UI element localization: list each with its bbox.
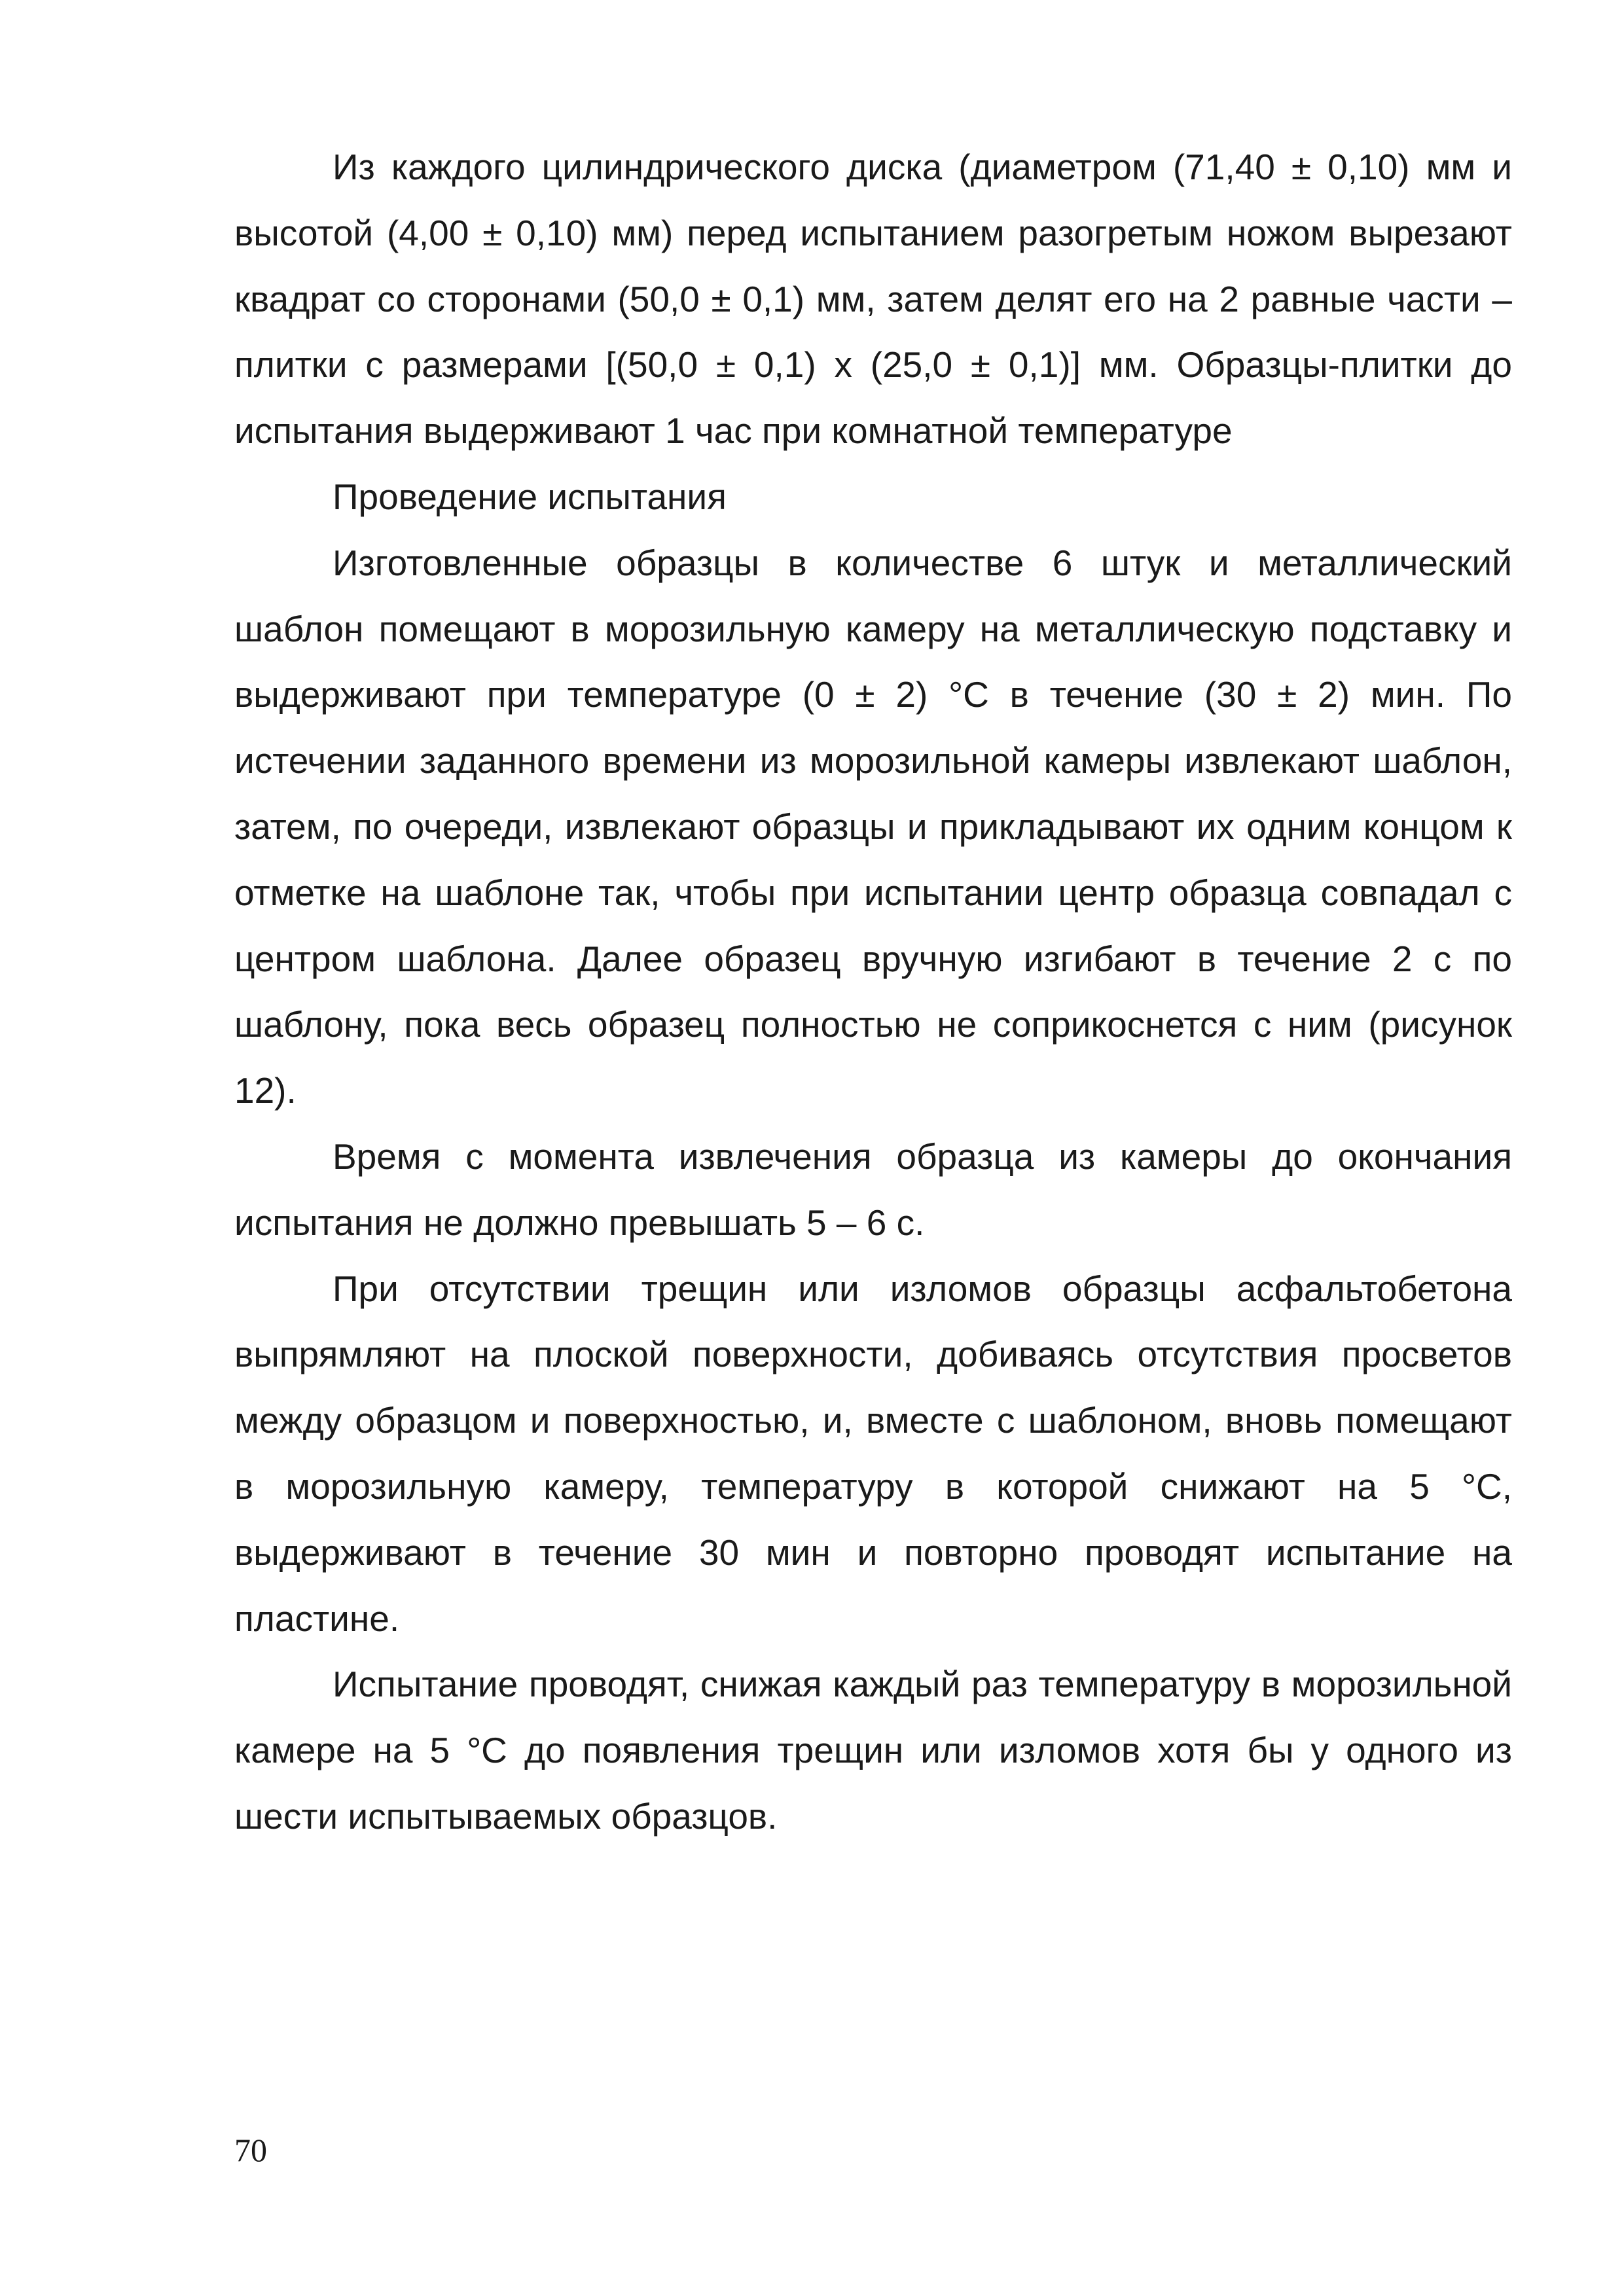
paragraph-test-end-condition: Испытание проводят, снижая каждый раз температуру в морозильной камере на 5 °С до появления трещин или изломов хотя бы у одного из шести испытываемых образцов. — [234, 1664, 1512, 1837]
paragraph-time-limit: Время с момента извлечения образца из камеры до окончания испытания не должно превышать 5 – 6 с. — [234, 1136, 1512, 1243]
paragraph-test-procedure: Изготовленные образцы в количестве 6 штук и металлический шаблон помещают в морозильную камеру на металлическую подставку и выдерживают при температуре (0 ± 2) °С в течение (30 ± 2) мин. По истечении заданного времени из морозильной камеры извлекают шаблон, затем, по очереди, извлекают образцы и прикладывают их одним концом к отметке на шаблоне так, чтобы при испытании центр образца совпадал с центром шаблона. Далее образец вручную изгибают в течение 2 с по шаблону, пока весь образец полностью не соприкоснется с ним (рисунок 12). — [234, 542, 1512, 1111]
section-heading-test-procedure: Проведение испытания — [333, 476, 727, 517]
page-number: 70 — [234, 2132, 267, 2168]
paragraph-specimen-preparation: Из каждого цилиндрического диска (диаметром (71,40 ± 0,10) мм и высотой (4,00 ± 0,10) мм) перед испытанием разогретым ножом вырезают квадрат со сторонами (50,0 ± 0,1) мм, затем делят его на 2 равные части – плитки с размерами [(50,0 ± 0,1) х (25,0 ± 0,1)] мм. Образцы-плитки до испытания выдерживают 1 час при комнатной температуре — [234, 147, 1512, 452]
body-text — [234, 134, 1512, 1850]
paragraph-repeat-test: При отсутствии трещин или изломов образцы асфальтобетона выпрямляют на плоской поверхности, добиваясь отсутствия просветов между образцом и поверхностью, и, вместе с шаблоном, вновь помещают в морозильную камеру, температуру в которой снижают на 5 °С, выдерживают в течение 30 мин и повторно проводят испытание на пластине. — [234, 1268, 1512, 1639]
